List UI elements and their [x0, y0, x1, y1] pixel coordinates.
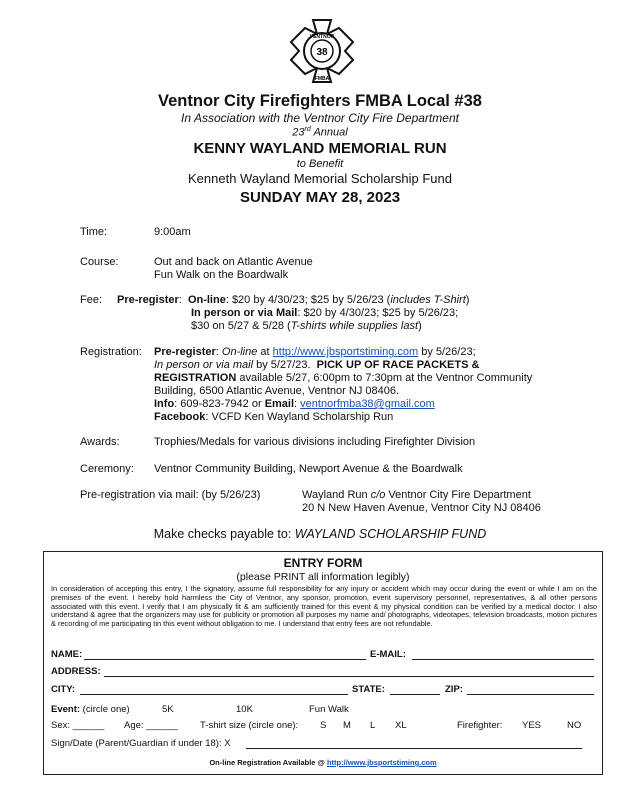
fee-line3 [191, 320, 422, 333]
online-text: On-line Registration Available @ [209, 758, 327, 767]
logo-text-top: VENTNOR [309, 34, 335, 40]
checks-payee: WAYLAND SCHOLARSHIP FUND [294, 527, 487, 541]
logo-text-bottom: FMBA [314, 76, 330, 82]
reg-url-link[interactable]: http://www.jbsportstiming.com [272, 346, 419, 358]
signature-label: Sign/Date (Parent/Guardian if under 18): X [51, 738, 231, 749]
ceremony-value: Ventnor Community Building, Newport Avenue & the Boardwalk [154, 463, 463, 475]
association-line: In Association with the Ventnor City Fire Department [181, 111, 459, 125]
reg-line2 [154, 359, 479, 372]
checks-payable [0, 527, 640, 541]
annual-word: Annual [313, 126, 348, 139]
reg-online: On-line [221, 346, 258, 358]
zip-label: ZIP: [445, 684, 463, 695]
email-field[interactable] [412, 659, 594, 660]
address-label: ADDRESS: [51, 666, 101, 677]
name-label: NAME: [51, 649, 83, 660]
email-link[interactable]: ventnorfmba38@gmail.com [300, 398, 435, 410]
race-name: KENNY WAYLAND MEMORIAL RUN [193, 140, 447, 157]
fmba-maltese-cross-logo [289, 18, 355, 84]
fee-line2 [191, 307, 458, 320]
reg-mail: In person or via mail [154, 359, 254, 371]
info-label: Info [154, 398, 175, 410]
mail-addr1-a: Wayland Run [302, 489, 371, 501]
reg-info: Info: 609-823-7942 or Email: ventnorfmba38@gmail.com [154, 398, 435, 410]
mail-addr1-b: c/o [370, 489, 386, 501]
firefighter-label: Firefighter: [457, 720, 503, 731]
sex-field[interactable]: Sex: ______ [51, 720, 105, 731]
race-date: SUNDAY MAY 28, 2023 [239, 189, 401, 206]
fee-online-text: : $20 by 4/30/23; $25 by 5/26/23 ( [225, 294, 391, 306]
mail-address-line1 [302, 489, 531, 502]
fee-late-text: $30 on 5/27 & 5/28 ( [191, 320, 291, 332]
reg-at: at [257, 346, 273, 358]
online-url-link[interactable]: http://www.jbsportstiming.com [326, 758, 437, 767]
fee-late-close: ) [418, 320, 422, 332]
awards-label: Awards: [80, 436, 120, 448]
fee-prereg: Pre-register [117, 294, 179, 306]
fee-mail-label: In person or via Mail [191, 307, 298, 319]
registration-label: Registration: [80, 346, 142, 358]
fee-online-close: ) [465, 294, 470, 306]
mail-prereg-label: Pre-registration via mail: (by 5/26/23) [80, 489, 261, 501]
reg-facebook [154, 411, 393, 424]
org-title: Ventnor City Firefighters FMBA Local #38 [158, 92, 482, 110]
city-field[interactable] [80, 694, 348, 695]
fee-line1: Pre-register: On-line: $20 by 4/30/23; $25 by 5/26/23 (includes T-Shirt) [117, 294, 470, 306]
reg-line1: Pre-register: On-line at http://www.jbsportstiming.com by 5/26/23; [154, 346, 476, 358]
form-title: ENTRY FORM [283, 556, 363, 570]
annual-line [0, 126, 640, 139]
event-note: (circle one) [80, 704, 130, 715]
state-label: STATE: [352, 684, 385, 695]
tshirt-label: T-shirt size (circle one): [200, 720, 299, 731]
fee-mail-text: : $20 by 4/30/23; $25 by 5/26/23; [297, 307, 459, 319]
fee-late-note: T-shirts while supplies last [290, 320, 419, 332]
address-field[interactable] [104, 676, 594, 677]
firefighter-no-option[interactable]: NO [567, 720, 582, 731]
state-field[interactable] [390, 694, 440, 695]
entry-form [43, 551, 603, 775]
event-option-5k[interactable]: 5K [162, 704, 174, 715]
course-label: Course: [80, 256, 119, 268]
fee-online-note: includes T-Shirt [390, 294, 466, 306]
mail-address-line2: 20 N New Haven Avenue, Ventnor City NJ 08406 [302, 502, 541, 514]
size-m-option[interactable]: M [343, 720, 351, 731]
course-line2: Fun Walk on the Boardwalk [154, 269, 289, 281]
time-value: 9:00am [154, 226, 191, 238]
time-label: Time: [80, 226, 108, 238]
info-phone: : 609-823-7942 or [174, 398, 265, 410]
annual-suffix: rd [304, 126, 311, 133]
online-registration-note [44, 758, 602, 767]
fee-label: Fee: [80, 294, 103, 306]
zip-field[interactable] [467, 694, 594, 695]
annual-number: 23 [292, 126, 305, 139]
event-label: Event: [51, 704, 81, 715]
awards-value: Trophies/Medals for various divisions including Firefighter Division [154, 436, 476, 448]
reg-pickup: PICK UP OF RACE PACKETS & [316, 359, 480, 371]
reg-pickup2: REGISTRATION [154, 372, 237, 384]
reg-pickup-rest: available 5/27, 6:00pm to 7:30pm at the Ventnor Community [236, 372, 533, 384]
name-field[interactable] [84, 659, 366, 660]
scholarship-fund: Kenneth Wayland Memorial Scholarship Fund [188, 171, 452, 186]
signature-field[interactable] [246, 748, 582, 749]
checks-text: Make checks payable to: [153, 527, 295, 541]
fee-online-label: On-line [187, 294, 226, 306]
facebook-label: Facebook [154, 411, 206, 423]
logo-number: 38 [316, 47, 328, 58]
reg-building: Building, 6500 Atlantic Avenue, Ventnor NJ 08406. [154, 385, 400, 397]
size-xl-option[interactable]: XL [395, 720, 407, 731]
city-label: CITY: [51, 684, 76, 695]
event-option-10k[interactable]: 10K [236, 704, 253, 715]
event-option-fun-walk[interactable]: Fun Walk [309, 704, 349, 715]
reg-line3 [154, 372, 532, 385]
reg-prereg: Pre-register [154, 346, 216, 358]
form-subtitle: (please PRINT all information legibly) [236, 571, 410, 583]
size-s-option[interactable]: S [320, 720, 327, 731]
event-row [51, 704, 130, 715]
reg-mail-by: by 5/27/23. [253, 359, 311, 371]
ceremony-label: Ceremony: [80, 463, 134, 475]
email-label: Email [264, 398, 295, 410]
email-field-label: E-MAIL: [370, 649, 406, 660]
to-benefit: to Benefit [296, 158, 344, 170]
facebook-value: : VCFD Ken Wayland Scholarship Run [205, 411, 394, 423]
firefighter-yes-option[interactable]: YES [522, 720, 542, 731]
reg-by: by 5/26/23; [418, 346, 476, 358]
form-legal-waiver: In consideration of accepting this entry, I the signatory, assume full responsibility for any injury or accident which may occur during the event or while I am on the premises of the event. I hereby hold harmless the City of Ventnor, any sponsor, promotion, event supervisory personnel, representatives, & all other persons associated with this event. I verify that I am physically fit & am sufficiently trained for this event & my physical condition can be verified by a medical doctor. I also understand & agree that the organizers may use for publicity or promotion all purposes my name and/ photographs, videotapes, television broadcasts, motion pictures & recording of me participating tin this event without obligation to me. I understand that entry fees are not refundable. [51, 584, 597, 629]
mail-addr1-c: Ventnor City Fire Department [385, 489, 531, 501]
size-l-option[interactable]: L [370, 720, 376, 731]
course-line1: Out and back on Atlantic Avenue [154, 256, 313, 268]
age-field[interactable]: Age: ______ [124, 720, 178, 731]
